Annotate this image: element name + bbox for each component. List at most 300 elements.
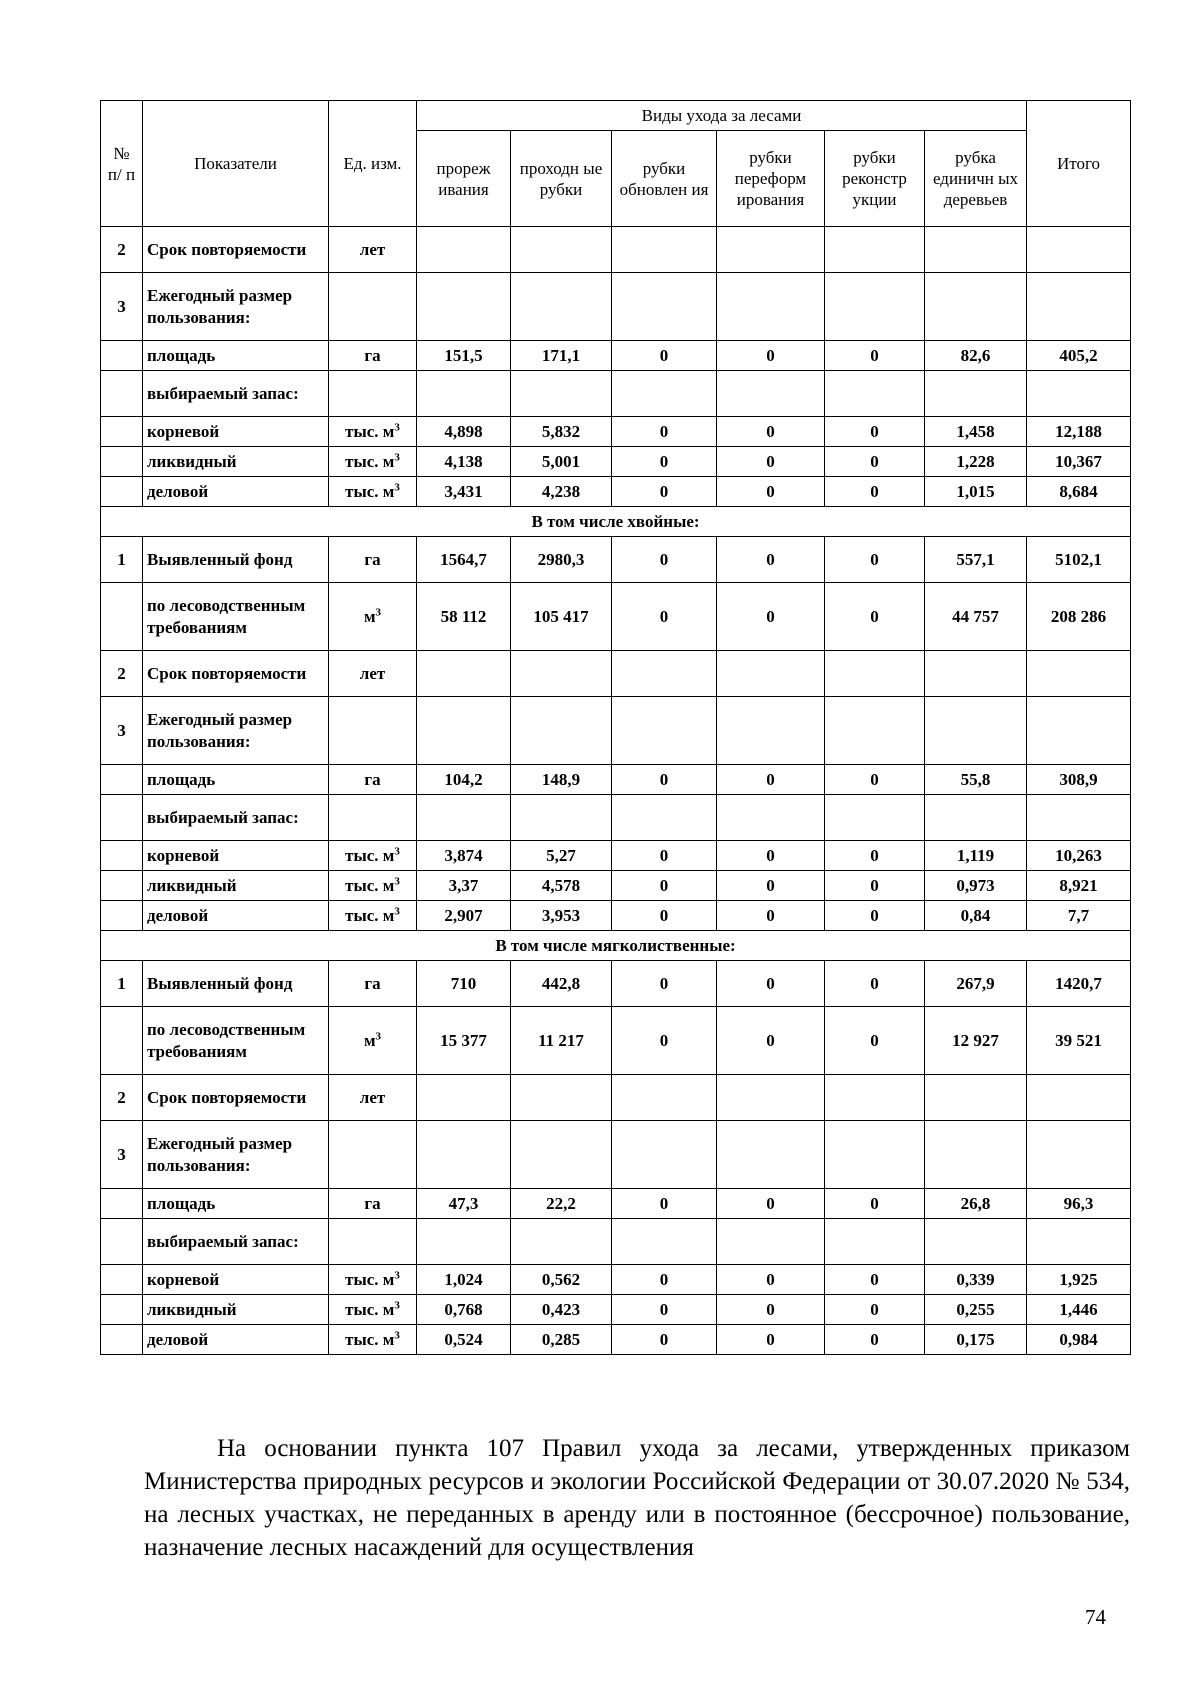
row-number	[101, 871, 143, 901]
row-value: 15 377	[417, 1007, 511, 1075]
unit-text: лет	[359, 663, 386, 683]
row-value: 0	[612, 871, 717, 901]
unit-superscript: 3	[375, 1029, 382, 1042]
row-value	[825, 651, 925, 697]
row-value	[417, 697, 511, 765]
row-unit	[329, 1265, 417, 1295]
row-value	[511, 697, 612, 765]
row-value: 104,2	[417, 765, 511, 795]
row-value: 0	[717, 477, 825, 507]
row-value: 26,8	[925, 1189, 1027, 1219]
unit-text: тыс. м	[345, 875, 395, 895]
row-label: корневой	[143, 417, 329, 447]
row-value: 0	[612, 447, 717, 477]
row-unit	[329, 1007, 417, 1075]
row-value	[925, 1121, 1027, 1189]
table-row	[101, 651, 1131, 697]
row-number: 3	[101, 273, 143, 341]
row-value	[717, 273, 825, 341]
row-value: 0	[717, 871, 825, 901]
table-row	[101, 1219, 1131, 1265]
row-total	[1027, 795, 1131, 841]
row-total: 1420,7	[1027, 961, 1131, 1007]
table-row	[101, 1189, 1131, 1219]
row-value: 5,27	[511, 841, 612, 871]
row-value: 1,228	[925, 447, 1027, 477]
row-value: 148,9	[511, 765, 612, 795]
row-value	[417, 1121, 511, 1189]
row-value: 0	[825, 537, 925, 583]
paragraph-text: На основании пункта 107 Правил ухода за лесами, утвержденных приказом Министерства природных ресурсов и экологии Российской Федерации от 30.07.2020 № 534, на лесных участках, не переданных в аренду или в постоянное (бессрочное) пользование, назначение лесных насаждений для осуществления	[144, 1435, 1130, 1561]
row-value: 3,874	[417, 841, 511, 871]
row-value: 1,024	[417, 1265, 511, 1295]
row-value: 12 927	[925, 1007, 1027, 1075]
row-value	[612, 1075, 717, 1121]
unit-superscript: 3	[394, 420, 400, 433]
table-row	[101, 795, 1131, 841]
table-row	[101, 341, 1131, 371]
row-value	[511, 273, 612, 341]
row-value: 0	[717, 537, 825, 583]
row-value: 47,3	[417, 1189, 511, 1219]
row-label: по лесоводственным требованиям	[143, 583, 329, 651]
row-value	[717, 1121, 825, 1189]
row-value: 0	[717, 961, 825, 1007]
row-value: 4,138	[417, 447, 511, 477]
row-label: корневой	[143, 841, 329, 871]
row-value: 0	[825, 477, 925, 507]
row-number: 1	[101, 961, 143, 1007]
unit-superscript: 3	[394, 450, 400, 463]
row-unit	[329, 477, 417, 507]
row-number	[101, 765, 143, 795]
row-number: 1	[101, 537, 143, 583]
row-label: корневой	[143, 1265, 329, 1295]
table-row	[101, 1007, 1131, 1075]
unit-superscript: 3	[394, 1268, 400, 1281]
row-label: Выявленный фонд	[143, 961, 329, 1007]
row-value: 0	[825, 1189, 925, 1219]
row-total: 8,684	[1027, 477, 1131, 507]
row-label: Срок повторяемости	[143, 1075, 329, 1121]
row-label: выбираемый запас:	[143, 1219, 329, 1265]
row-label: Срок повторяемости	[143, 651, 329, 697]
row-value	[925, 273, 1027, 341]
row-value: 0	[612, 583, 717, 651]
row-value: 0	[717, 901, 825, 931]
row-total: 8,921	[1027, 871, 1131, 901]
row-value: 0	[825, 1325, 925, 1355]
unit-text: тыс. м	[345, 421, 395, 441]
unit-text: тыс. м	[345, 1269, 395, 1289]
row-label: выбираемый запас:	[143, 371, 329, 417]
table-row	[101, 417, 1131, 447]
row-value: 0	[717, 417, 825, 447]
table-row	[101, 1295, 1131, 1325]
row-value: 44 757	[925, 583, 1027, 651]
row-value	[925, 371, 1027, 417]
row-value	[511, 1219, 612, 1265]
row-value: 0	[612, 841, 717, 871]
row-value	[511, 227, 612, 273]
row-value	[417, 1219, 511, 1265]
row-value: 0	[612, 1265, 717, 1295]
row-label: ликвидный	[143, 447, 329, 477]
row-value: 0	[612, 537, 717, 583]
row-value: 557,1	[925, 537, 1027, 583]
row-total	[1027, 1075, 1131, 1121]
row-value: 0	[717, 341, 825, 371]
row-value: 0	[717, 765, 825, 795]
header-col-type: рубка единичн ых деревьев	[925, 131, 1027, 227]
row-value: 5,001	[511, 447, 612, 477]
row-value: 0,255	[925, 1295, 1027, 1325]
table-row	[101, 765, 1131, 795]
unit-text: га	[364, 549, 381, 569]
row-value: 0	[612, 1295, 717, 1325]
header-col-type: прореж ивания	[417, 131, 511, 227]
unit-text: тыс. м	[345, 905, 395, 925]
row-value: 267,9	[925, 961, 1027, 1007]
row-value: 2980,3	[511, 537, 612, 583]
unit-text: тыс. м	[345, 481, 395, 501]
row-value: 0	[825, 1295, 925, 1325]
row-label: ликвидный	[143, 1295, 329, 1325]
row-value: 1564,7	[417, 537, 511, 583]
unit-superscript: 3	[394, 874, 400, 887]
row-value	[825, 697, 925, 765]
header-col-no: № п/ п	[101, 101, 143, 227]
table-row	[101, 447, 1131, 477]
row-unit	[329, 841, 417, 871]
row-number	[101, 1219, 143, 1265]
row-value	[825, 1121, 925, 1189]
row-value: 0	[612, 417, 717, 447]
row-total	[1027, 371, 1131, 417]
row-value: 0	[612, 765, 717, 795]
row-unit	[329, 1121, 417, 1189]
row-label: Срок повторяемости	[143, 227, 329, 273]
table-row	[101, 583, 1131, 651]
row-total	[1027, 1121, 1131, 1189]
row-value	[925, 795, 1027, 841]
unit-text: лет	[359, 239, 386, 259]
row-number	[101, 1189, 143, 1219]
row-value: 0	[825, 871, 925, 901]
row-value: 0	[717, 447, 825, 477]
row-label: Выявленный фонд	[143, 537, 329, 583]
row-value: 0	[612, 341, 717, 371]
row-value	[825, 273, 925, 341]
row-value: 0	[825, 447, 925, 477]
table-row	[101, 537, 1131, 583]
row-value: 0	[825, 901, 925, 931]
row-label: площадь	[143, 1189, 329, 1219]
row-unit	[329, 583, 417, 651]
row-total	[1027, 651, 1131, 697]
row-unit	[329, 765, 417, 795]
row-total	[1027, 227, 1131, 273]
row-value	[417, 795, 511, 841]
row-total	[1027, 697, 1131, 765]
row-label: выбираемый запас:	[143, 795, 329, 841]
row-value	[511, 1121, 612, 1189]
row-value: 0	[717, 1295, 825, 1325]
row-value: 0	[825, 961, 925, 1007]
row-unit	[329, 697, 417, 765]
row-number: 3	[101, 1121, 143, 1189]
row-value: 0	[717, 583, 825, 651]
row-value: 55,8	[925, 765, 1027, 795]
row-value	[417, 371, 511, 417]
row-number	[101, 901, 143, 931]
row-value: 0	[825, 583, 925, 651]
row-value: 0	[612, 1189, 717, 1219]
row-value	[925, 651, 1027, 697]
row-unit	[329, 1325, 417, 1355]
row-value	[612, 651, 717, 697]
row-label: Ежегодный размер пользования:	[143, 1121, 329, 1189]
row-value: 0,423	[511, 1295, 612, 1325]
unit-text: га	[364, 345, 381, 365]
header-col-indicator: Показатели	[143, 101, 329, 227]
row-value	[925, 227, 1027, 273]
row-value	[825, 371, 925, 417]
unit-text: м	[363, 1030, 376, 1050]
row-unit	[329, 1219, 417, 1265]
row-number: 3	[101, 697, 143, 765]
row-unit	[329, 1189, 417, 1219]
row-label: Ежегодный размер пользования:	[143, 273, 329, 341]
header-col-unit: Ед. изм.	[329, 101, 417, 227]
table-row	[101, 697, 1131, 765]
row-unit	[329, 795, 417, 841]
header-group-title: Виды ухода за лесами	[417, 101, 1027, 131]
row-number	[101, 477, 143, 507]
row-label: деловой	[143, 477, 329, 507]
unit-superscript: 3	[394, 904, 400, 917]
page-number: 74	[1085, 1605, 1106, 1629]
row-value	[612, 1121, 717, 1189]
row-value	[417, 273, 511, 341]
row-label: деловой	[143, 901, 329, 931]
row-number: 2	[101, 227, 143, 273]
row-value	[925, 1075, 1027, 1121]
row-total: 308,9	[1027, 765, 1131, 795]
row-value	[717, 795, 825, 841]
table-row	[101, 841, 1131, 871]
unit-superscript: 3	[394, 1328, 400, 1341]
row-value: 1,458	[925, 417, 1027, 447]
row-number	[101, 1265, 143, 1295]
row-number	[101, 583, 143, 651]
forest-care-table	[100, 100, 1131, 1355]
row-value: 710	[417, 961, 511, 1007]
row-total: 5102,1	[1027, 537, 1131, 583]
unit-text: га	[364, 1193, 381, 1213]
row-value: 0,175	[925, 1325, 1027, 1355]
row-value	[612, 795, 717, 841]
row-value: 0	[612, 901, 717, 931]
section-title: В том числе мягколиственные:	[101, 931, 1131, 961]
unit-text: тыс. м	[345, 845, 395, 865]
row-total: 39 521	[1027, 1007, 1131, 1075]
row-value	[825, 1219, 925, 1265]
row-value	[825, 227, 925, 273]
row-value: 151,5	[417, 341, 511, 371]
row-value: 0	[717, 1007, 825, 1075]
row-value: 0,285	[511, 1325, 612, 1355]
row-number	[101, 371, 143, 417]
row-unit	[329, 651, 417, 697]
row-value	[925, 697, 1027, 765]
section-row	[101, 931, 1131, 961]
table-row	[101, 1325, 1131, 1355]
row-label: площадь	[143, 765, 329, 795]
row-value	[925, 1219, 1027, 1265]
row-number	[101, 1325, 143, 1355]
table-row	[101, 901, 1131, 931]
row-value: 3,37	[417, 871, 511, 901]
row-label: по лесоводственным требованиям	[143, 1007, 329, 1075]
row-label: деловой	[143, 1325, 329, 1355]
row-label: площадь	[143, 341, 329, 371]
row-total: 405,2	[1027, 341, 1131, 371]
table-row	[101, 1075, 1131, 1121]
row-value: 0	[612, 477, 717, 507]
row-value	[717, 227, 825, 273]
unit-superscript: 3	[394, 1298, 400, 1311]
unit-superscript: 3	[394, 480, 400, 493]
row-value: 2,907	[417, 901, 511, 931]
unit-text: тыс. м	[345, 1299, 395, 1319]
row-value: 82,6	[925, 341, 1027, 371]
row-value: 3,431	[417, 477, 511, 507]
row-value: 0	[717, 1265, 825, 1295]
unit-text: га	[364, 973, 381, 993]
row-unit	[329, 227, 417, 273]
table-row	[101, 227, 1131, 273]
row-value: 0	[612, 961, 717, 1007]
row-unit	[329, 901, 417, 931]
row-unit	[329, 341, 417, 371]
row-value: 1,015	[925, 477, 1027, 507]
row-value: 3,953	[511, 901, 612, 931]
row-total: 1,446	[1027, 1295, 1131, 1325]
row-unit	[329, 447, 417, 477]
row-number: 2	[101, 1075, 143, 1121]
unit-text: га	[364, 769, 381, 789]
table-header	[101, 101, 1131, 227]
unit-superscript: 3	[375, 605, 382, 618]
row-unit	[329, 417, 417, 447]
row-value	[717, 697, 825, 765]
row-value: 0	[612, 1325, 717, 1355]
row-value	[717, 1219, 825, 1265]
row-number	[101, 1007, 143, 1075]
row-value	[612, 697, 717, 765]
row-value: 1,119	[925, 841, 1027, 871]
table-row	[101, 961, 1131, 1007]
row-number	[101, 841, 143, 871]
row-value	[417, 227, 511, 273]
row-unit	[329, 371, 417, 417]
row-value	[717, 651, 825, 697]
row-total: 7,7	[1027, 901, 1131, 931]
row-unit	[329, 273, 417, 341]
row-value: 0,524	[417, 1325, 511, 1355]
row-value	[511, 371, 612, 417]
row-number	[101, 795, 143, 841]
row-total: 0,984	[1027, 1325, 1131, 1355]
row-unit	[329, 1075, 417, 1121]
row-value	[511, 651, 612, 697]
unit-superscript: 3	[394, 844, 400, 857]
row-value: 0	[717, 841, 825, 871]
table-row	[101, 273, 1131, 341]
unit-text: тыс. м	[345, 451, 395, 471]
row-value: 0	[825, 1265, 925, 1295]
row-value	[511, 795, 612, 841]
row-unit	[329, 871, 417, 901]
row-value	[417, 1075, 511, 1121]
row-value: 0	[825, 841, 925, 871]
header-col-total: Итого	[1027, 101, 1131, 227]
table-row	[101, 1121, 1131, 1189]
row-value	[417, 651, 511, 697]
section-row	[101, 507, 1131, 537]
row-value: 0	[825, 1007, 925, 1075]
row-value: 0,84	[925, 901, 1027, 931]
row-value: 105 417	[511, 583, 612, 651]
table-body	[101, 227, 1131, 1355]
row-label: ликвидный	[143, 871, 329, 901]
unit-text: лет	[359, 1087, 386, 1107]
section-title: В том числе хвойные:	[101, 507, 1131, 537]
row-total	[1027, 1219, 1131, 1265]
row-total: 208 286	[1027, 583, 1131, 651]
row-value: 442,8	[511, 961, 612, 1007]
row-total: 10,367	[1027, 447, 1131, 477]
unit-text: тыс. м	[345, 1329, 395, 1349]
row-value	[612, 371, 717, 417]
row-value: 0,339	[925, 1265, 1027, 1295]
row-value: 5,832	[511, 417, 612, 447]
row-value: 0,768	[417, 1295, 511, 1325]
row-value	[612, 273, 717, 341]
row-value: 0	[612, 1007, 717, 1075]
row-number	[101, 447, 143, 477]
header-col-type: проходн ые рубки	[511, 131, 612, 227]
row-total: 12,188	[1027, 417, 1131, 447]
row-value	[825, 795, 925, 841]
row-value: 0	[825, 417, 925, 447]
row-value	[825, 1075, 925, 1121]
row-number	[101, 1295, 143, 1325]
header-col-type: рубки обновлен ия	[612, 131, 717, 227]
row-value: 0,562	[511, 1265, 612, 1295]
body-paragraph	[144, 1432, 1130, 1564]
row-value	[511, 1075, 612, 1121]
row-value: 11 217	[511, 1007, 612, 1075]
table-row	[101, 1265, 1131, 1295]
row-value: 4,898	[417, 417, 511, 447]
row-value: 4,578	[511, 871, 612, 901]
row-total	[1027, 273, 1131, 341]
row-value: 171,1	[511, 341, 612, 371]
table-row	[101, 871, 1131, 901]
row-value: 0	[717, 1325, 825, 1355]
